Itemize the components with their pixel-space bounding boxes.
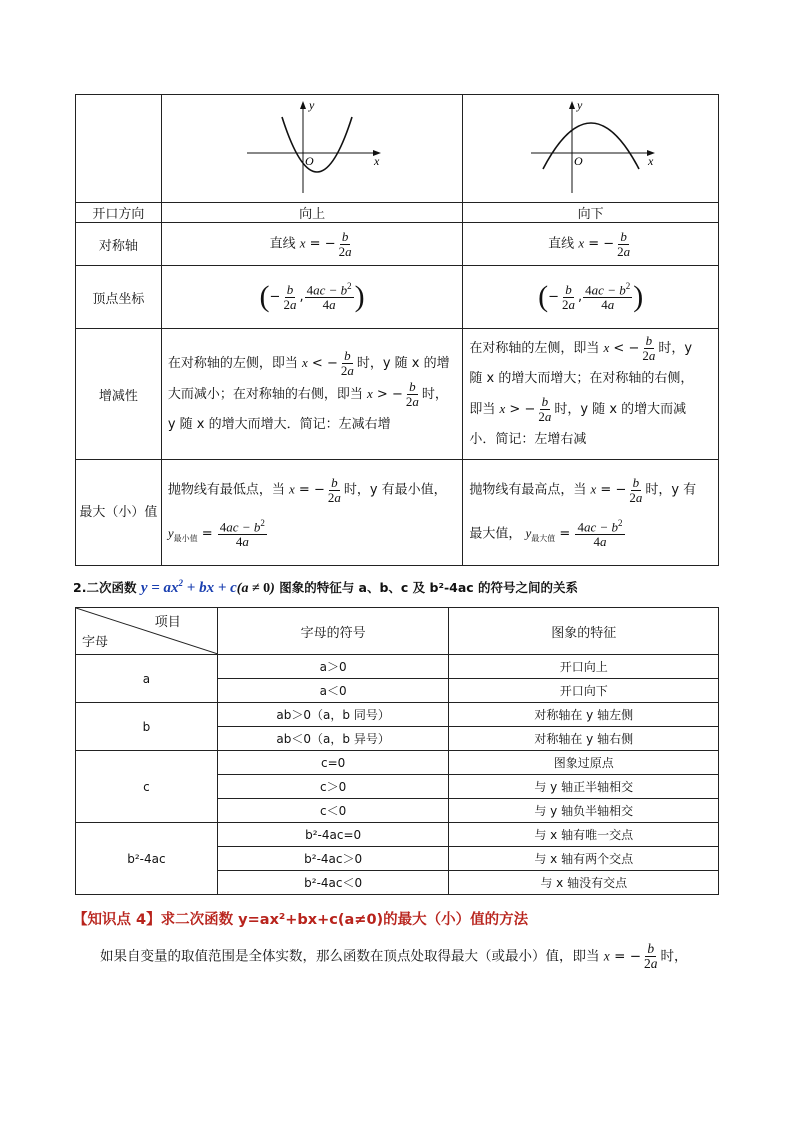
sign-cell: c＜0 [217, 799, 449, 823]
sign-cell: a＞0 [217, 655, 449, 679]
mono-label: 增减性 [76, 329, 162, 460]
empty-cell [76, 95, 162, 203]
upward-parabola [282, 117, 352, 172]
knowledge-point-4-paragraph: 如果自变量的取值范围是全体实数，那么函数在顶点处取得最大（或最小）值，即当 x = − $\frac{b}{2a}$ 时， [100, 941, 688, 972]
graph-up-cell [161, 95, 463, 203]
header-letter: 字母 [82, 635, 109, 650]
axis-prefix: 直线 [548, 236, 575, 252]
y-label: y [576, 97, 582, 112]
sign-cell: ab＞0（a，b 同号） [217, 703, 449, 727]
vertex-label: 顶点坐标 [76, 266, 162, 329]
mono-down: 在对称轴的左侧，即当 x < − $\frac{b}{2a}$ 时，y 随 x 的增大而增大；在对称轴的右侧， 即当 x > − $\frac{b}{2a}$ 时，y 随 x 的增大而减 小．简记：左增右减 [463, 329, 719, 460]
max-value: 抛物线有最高点，当 x = − $\frac{b}{2a}$ 时，y 有 最大值， $y_{最大值}$ = $\frac{4ac - b^2}{4a}$ [463, 460, 719, 566]
origin-label: O [305, 153, 314, 168]
feature-cell: 与 y 轴正半轴相交 [449, 775, 719, 799]
opening-label: 开口方向 [76, 203, 162, 223]
group-name-a: a [76, 655, 218, 703]
sign-cell: b²-4ac＜0 [217, 871, 449, 895]
opening-up: 向上 [161, 203, 463, 223]
graph-row [76, 95, 719, 203]
header-feature: 图象的特征 [449, 608, 719, 655]
extreme-row [76, 460, 719, 566]
parabola-down-graph [521, 97, 661, 197]
section-2-title: 2.二次函数 $y = ax^2$ + bx + c(a ≠ 0) 图象的特征与 a、b、c 及 b²-4ac 的符号之间的关系 [73, 578, 579, 596]
feature-cell: 开口向下 [449, 679, 719, 703]
vertex-up: (− $\frac{b}{2a}$ , $\frac{4ac - b^2}{4a}$ ) [161, 266, 463, 329]
parabola-properties-table [75, 94, 719, 566]
group-name-discriminant: b²-4ac [76, 823, 218, 895]
sign-relation-table [75, 607, 719, 895]
sign-cell: ab＜0（a，b 异号） [217, 727, 449, 751]
x-label: x [647, 153, 653, 168]
feature-cell: 与 y 轴负半轴相交 [449, 799, 719, 823]
group-name-b: b [76, 703, 218, 751]
x-label: x [374, 153, 380, 168]
downward-parabola [543, 123, 639, 169]
table-row [76, 751, 719, 775]
parabola-up-graph [237, 97, 387, 197]
header-item: 项目 [154, 615, 181, 630]
feature-cell: 开口向上 [449, 655, 719, 679]
axis-up: 直线 x = − $\frac{b}{2a}$ [161, 223, 463, 266]
max-label: 最大（小）值 [76, 460, 162, 566]
feature-cell: 与 x 轴没有交点 [449, 871, 719, 895]
feature-cell: 与 x 轴有唯一交点 [449, 823, 719, 847]
axis-label: 对称轴 [76, 223, 162, 266]
table-row [76, 655, 719, 679]
sign-cell: b²-4ac=0 [217, 823, 449, 847]
sign-cell: a＜0 [217, 679, 449, 703]
axis-row [76, 223, 719, 266]
axis-down: 直线 x = − $\frac{b}{2a}$ [463, 223, 719, 266]
monotonicity-row [76, 329, 719, 460]
feature-cell: 对称轴在 y 轴左侧 [449, 703, 719, 727]
y-label: y [309, 97, 315, 112]
feature-cell: 对称轴在 y 轴右侧 [449, 727, 719, 751]
opening-row [76, 203, 719, 223]
feature-cell: 与 x 轴有两个交点 [449, 847, 719, 871]
opening-down: 向下 [463, 203, 719, 223]
diagonal-header [76, 608, 218, 655]
sign-cell: c＞0 [217, 775, 449, 799]
vertex-down: (− $\frac{b}{2a}$ , $\frac{4ac - b^2}{4a}$ ) [463, 266, 719, 329]
mono-up: 在对称轴的左侧，即当 x < − $\frac{b}{2a}$ 时，y 随 x 的增 大而减小；在对称轴的右侧，即当 x > − $\frac{b}{2a}$ 时， y 随 x 的增大而增大．简记：左减右增 [161, 329, 463, 460]
origin-label: O [573, 153, 583, 168]
feature-cell: 图象过原点 [449, 751, 719, 775]
axis-prefix: 直线 [269, 236, 296, 252]
sign-cell: b²-4ac＞0 [217, 847, 449, 871]
y-axis-arrow [300, 101, 306, 109]
header-row [76, 608, 719, 655]
group-name-c: c [76, 751, 218, 823]
min-value: 抛物线有最低点，当 x = − $\frac{b}{2a}$ 时，y 有最小值， $y_{最小值}$ = $\frac{4ac - b^2}{4a}$ [161, 460, 463, 566]
table-row [76, 823, 719, 847]
y-axis-arrow [569, 101, 575, 109]
knowledge-point-4-title: 【知识点 4】求二次函数 y=ax²+bx+c(a≠0)的最大（小）值的方法 [73, 912, 529, 928]
sign-cell: c=0 [217, 751, 449, 775]
vertex-row [76, 266, 719, 329]
table-row [76, 703, 719, 727]
header-sign: 字母的符号 [217, 608, 449, 655]
graph-down-cell [463, 95, 719, 203]
